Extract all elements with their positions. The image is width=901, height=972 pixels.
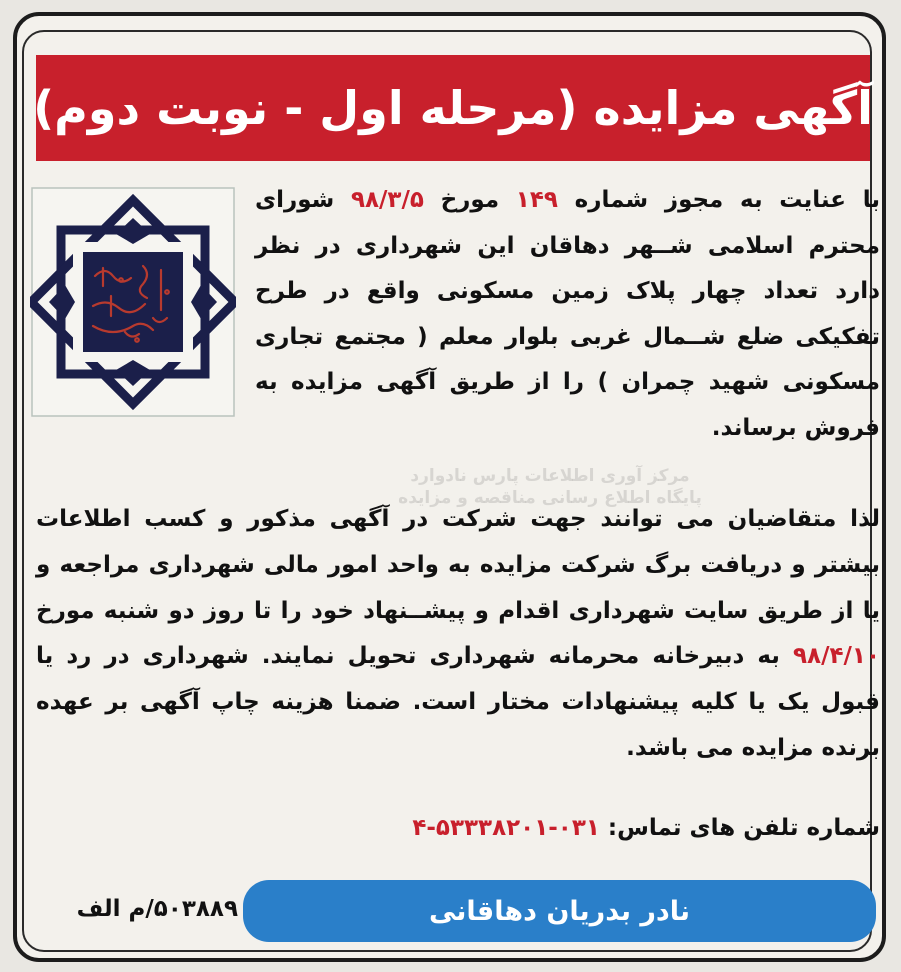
intro-text-start: با عنایت به مجوز شماره	[557, 187, 880, 213]
phone-label: شماره تلفن های تماس:	[599, 815, 880, 841]
signer-badge	[243, 880, 876, 942]
details-text-start: لذا متقاضیان می توانند جهت شرکت در آگهی مذکور و کسب اطلاعات بیشتر و دریافت برگ شرکت مزایده به واحد امور مالی شهرداری مراجعه و یا از طریق سایت شهرداری اقدام و پیشــنهاد خود را تا روز دو شنبه مورخ	[36, 506, 880, 624]
deadline-date: ۹۸/۴/۱۰	[793, 643, 880, 670]
municipality-emblem-icon	[30, 186, 236, 418]
permit-date: ۹۸/۳/۵	[350, 187, 424, 213]
reference-code: ۵۰۳۸۸۹/م الف	[76, 896, 238, 922]
notice-title: آگهی مزایده (مرحله اول - نوبت دوم)	[33, 81, 873, 135]
title-banner	[33, 55, 873, 161]
intro-text-date-label: مورخ	[423, 187, 516, 213]
intro-text-rest: شورای محترم اسلامی شــهر دهاقان این شهرداری در نظر دارد تعداد چهار پلاک زمین مسکونی واقع در طرح تفکیکی ضلع شــمال غربی بلوار معلم ( مجتمع تجاری مسکونی شهید چمران ) را از طریق آگهی مزایده به فروش برساند.	[255, 187, 880, 441]
intro-paragraph	[255, 178, 880, 451]
contact-line	[36, 808, 880, 848]
details-paragraph	[36, 497, 880, 772]
permit-number: ۱۴۹	[515, 187, 558, 213]
phone-number: ۰۳۱-۵۳۳۳۸۲۰۱-۴	[412, 815, 600, 841]
details-text-rest: به دبیرخانه محرمانه شهرداری تحویل نمایند. شهرداری در رد یا قبول یک یا کلیه پیشنهادات مختار است. ضمنا هزینه چاپ آگهی بر عهده برنده مزایده می باشد.	[36, 643, 880, 761]
signer-name: نادر بدریان دهاقانی	[428, 895, 691, 927]
